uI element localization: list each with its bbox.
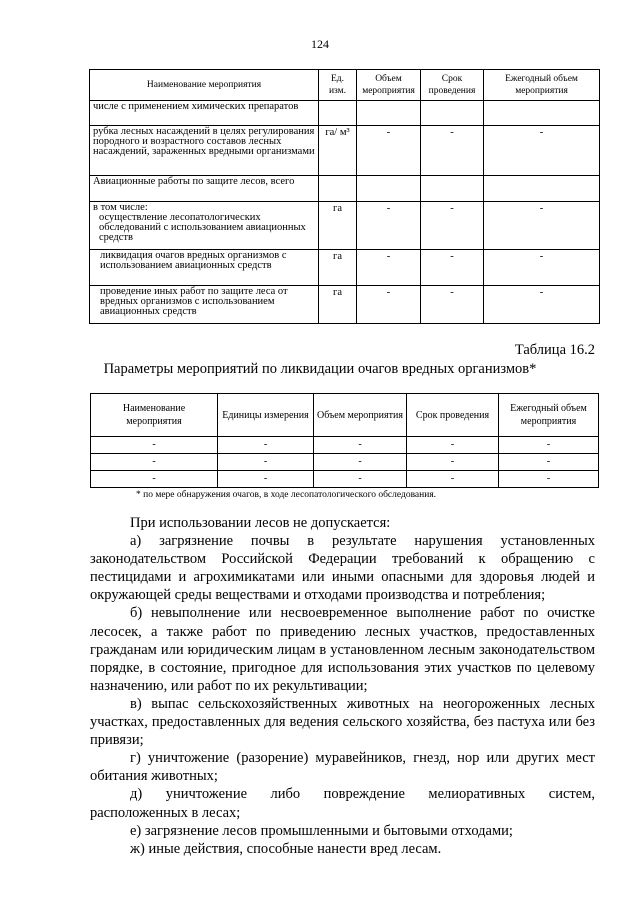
table-cell: - — [218, 437, 314, 454]
header-cell: Наименование мероприятия — [90, 70, 319, 101]
table-header-row — [91, 394, 599, 437]
paragraph: г) уничтожение (разорение) муравейников, гнезд, нор или других мест обитания животных; — [90, 750, 595, 785]
table-row — [90, 202, 600, 250]
row-unit: га/ м³ — [319, 126, 357, 176]
table-cell: - — [499, 454, 599, 471]
row-annual: - — [484, 126, 600, 176]
row-unit: га — [319, 286, 357, 324]
page-number: 124 — [311, 37, 329, 51]
paragraph: а) загрязнение почвы в результате нарушения установленных законодательством Российской Федерации требований к обращению с пестицидами и агрохимикатами или иными опасными для здоровья людей и окружающей среды веществами и отходами производства и потребления; — [90, 533, 595, 604]
header-cell: Срок проведения — [421, 70, 484, 101]
table-cell: - — [314, 437, 407, 454]
pest-control-parameters-table — [90, 393, 599, 488]
header-cell: Ед. изм. — [319, 70, 357, 101]
row-name-prefix: в том числе: — [93, 202, 148, 213]
row-name: проведение иных работ по защите леса от вредных организмов с использованием авиационных средств — [90, 286, 319, 324]
table-footnote: * по мере обнаружения очагов, в ходе лесопатологического обследования. — [136, 490, 437, 500]
row-name: осуществление лесопатологических обследований с использованием авиационных средств — [99, 212, 306, 243]
table-row — [91, 437, 599, 454]
row-volume: - — [357, 126, 421, 176]
table-cell: - — [499, 437, 599, 454]
header-cell: Ежегодный объем мероприятия — [484, 70, 600, 101]
row-annual: - — [484, 286, 600, 324]
table-cell: - — [407, 437, 499, 454]
row-term: - — [421, 286, 484, 324]
header-cell: Наименование мероприятия — [91, 394, 218, 437]
row-annual — [484, 176, 600, 202]
header-cell: Объем мероприятия — [314, 394, 407, 437]
paragraph: е) загрязнение лесов промышленными и бытовыми отходами; — [130, 822, 513, 839]
row-volume — [357, 176, 421, 202]
forest-protection-table — [89, 69, 600, 324]
header-cell: Единицы измерения — [218, 394, 314, 437]
row-volume — [357, 101, 421, 126]
header-cell: Срок проведения — [407, 394, 499, 437]
table-header-row — [90, 70, 600, 101]
row-unit: га — [319, 202, 357, 250]
table-row — [91, 471, 599, 488]
row-volume: - — [357, 202, 421, 250]
row-volume: - — [357, 250, 421, 286]
row-annual: - — [484, 250, 600, 286]
row-unit — [319, 101, 357, 126]
table-cell: - — [407, 471, 499, 488]
table-cell: - — [314, 454, 407, 471]
row-name: Авиационные работы по защите лесов, всего — [90, 176, 319, 202]
table-cell: - — [218, 454, 314, 471]
table-row — [91, 454, 599, 471]
table-cell: - — [91, 454, 218, 471]
paragraph: ж) иные действия, способные нанести вред лесам. — [130, 840, 442, 857]
table-row — [90, 126, 600, 176]
paragraph: б) невыполнение или несвоевременное выполнение работ по очистке лесосек, а также работ по приведению лесных участков, предоставленных гражданам или юридическим лицам в установленном лесным законодательством порядке, в состояние, пригодное для использования этих участков по целевому назначению, или работ по их рекультивации; — [90, 605, 595, 694]
row-term: - — [421, 250, 484, 286]
row-annual — [484, 101, 600, 126]
row-annual: - — [484, 202, 600, 250]
row-volume: - — [357, 286, 421, 324]
row-term: - — [421, 202, 484, 250]
row-name: ликвидация очагов вредных организмов с использованием авиационных средств — [90, 250, 319, 286]
table-cell: - — [407, 454, 499, 471]
table-cell: - — [499, 471, 599, 488]
table-title: Параметры мероприятий по ликвидации очагов вредных организмов* — [103, 361, 537, 377]
table-cell: - — [91, 437, 218, 454]
table-cell: - — [91, 471, 218, 488]
row-term — [421, 176, 484, 202]
row-name-cell — [90, 202, 319, 250]
header-cell: Ежегодный объем мероприятия — [499, 394, 599, 437]
table-row — [90, 286, 600, 324]
paragraph: При использовании лесов не допускается: — [130, 515, 391, 531]
row-unit: га — [319, 250, 357, 286]
paragraph: д) уничтожение либо повреждение мелиоративных систем, расположенных в лесах; — [90, 786, 595, 821]
row-unit — [319, 176, 357, 202]
paragraph: в) выпас сельскохозяйственных животных на неогороженных лесных участках, предоставленных для ведения сельского хозяйства, без пастуха или без привязи; — [90, 695, 595, 749]
header-cell: Объем мероприятия — [357, 70, 421, 101]
row-name: рубка лесных насаждений в целях регулирования породного и возрастного составов лесных насаждений, зараженных вредными организмами — [90, 126, 319, 176]
body-text — [90, 514, 595, 858]
table-cell: - — [314, 471, 407, 488]
row-term: - — [421, 126, 484, 176]
table-cell: - — [218, 471, 314, 488]
table-label: Таблица 16.2 — [514, 342, 595, 358]
row-name: числе с применением химических препаратов — [90, 101, 319, 126]
table-row — [90, 250, 600, 286]
row-term — [421, 101, 484, 126]
table-row — [90, 176, 600, 202]
table-row — [90, 101, 600, 126]
